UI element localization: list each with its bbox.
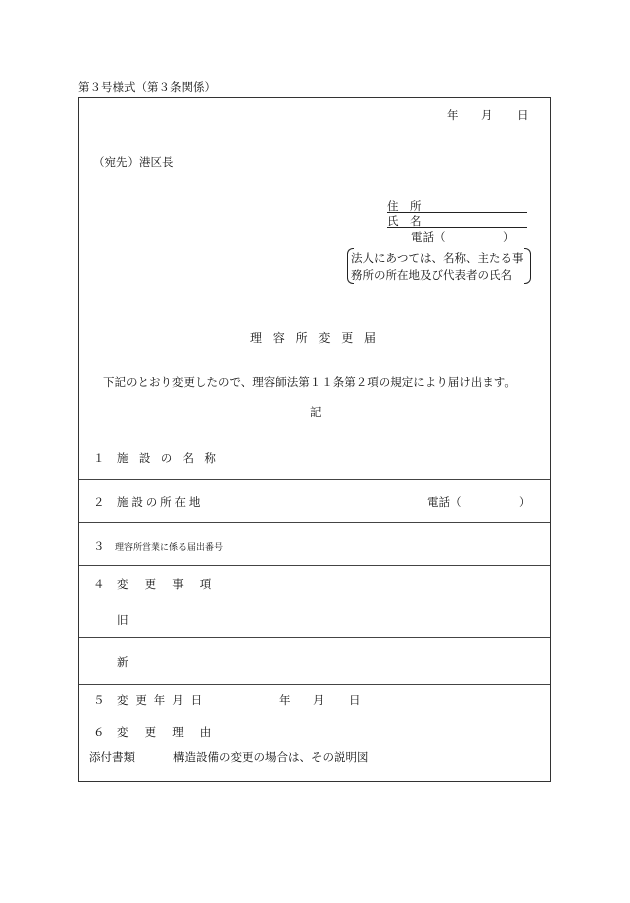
addressee: （宛先）港区長 xyxy=(93,155,174,169)
item-3-label: 理容所営業に係る届出番号 xyxy=(115,543,224,553)
item-5-year: 年 xyxy=(279,693,291,707)
address-label: 住 所 xyxy=(387,199,422,213)
applicant-phone: 電話（ ） xyxy=(411,230,515,244)
item-4-label: 変更事項 xyxy=(117,577,228,591)
attachments-label: 添付書類 xyxy=(89,750,135,764)
item-4-old-label: 旧 xyxy=(117,613,129,627)
corporation-note-line1: 法人にあつては、名称、主たる事 xyxy=(351,251,524,265)
item-2-phone: 電話（ ） xyxy=(427,495,531,509)
address-field[interactable] xyxy=(387,198,527,213)
item-4-new-label: 新 xyxy=(117,655,129,669)
corporation-note-line2: 務所の所在地及び代表者の氏名 xyxy=(351,268,512,282)
date-day: 日 xyxy=(517,108,529,122)
item-2-number: ２ xyxy=(93,495,105,509)
item-3-number: ３ xyxy=(93,539,105,553)
form-box xyxy=(78,97,551,782)
form-number: 第３号様式（第３条関係） xyxy=(78,80,216,94)
attachments-text: 構造設備の変更の場合は、その説明図 xyxy=(173,750,369,764)
document-title: 理容所変更届 xyxy=(250,331,387,345)
item-5-number: ５ xyxy=(93,693,105,707)
item-5-month: 月 xyxy=(313,693,325,707)
item-6-label: 変更理由 xyxy=(117,725,228,739)
record-heading: 記 xyxy=(310,405,322,419)
date-month: 月 xyxy=(481,108,493,122)
item-4-number: ４ xyxy=(93,577,105,591)
statement: 下記のとおり変更したので、理容師法第１１条第２項の規定により届け出ます。 xyxy=(103,375,516,389)
item-6-number: ６ xyxy=(93,725,105,739)
name-field[interactable] xyxy=(387,213,527,228)
item-2-label: 施設の所在地 xyxy=(117,495,204,509)
date-year: 年 xyxy=(447,108,459,122)
corporation-note xyxy=(347,248,531,284)
item-1-number: １ xyxy=(93,451,105,465)
item-1-label: 施設の名称 xyxy=(117,451,227,465)
name-label: 氏 名 xyxy=(387,214,422,228)
item-5-day: 日 xyxy=(349,693,361,707)
item-5-label: 変更年月日 xyxy=(117,693,209,707)
